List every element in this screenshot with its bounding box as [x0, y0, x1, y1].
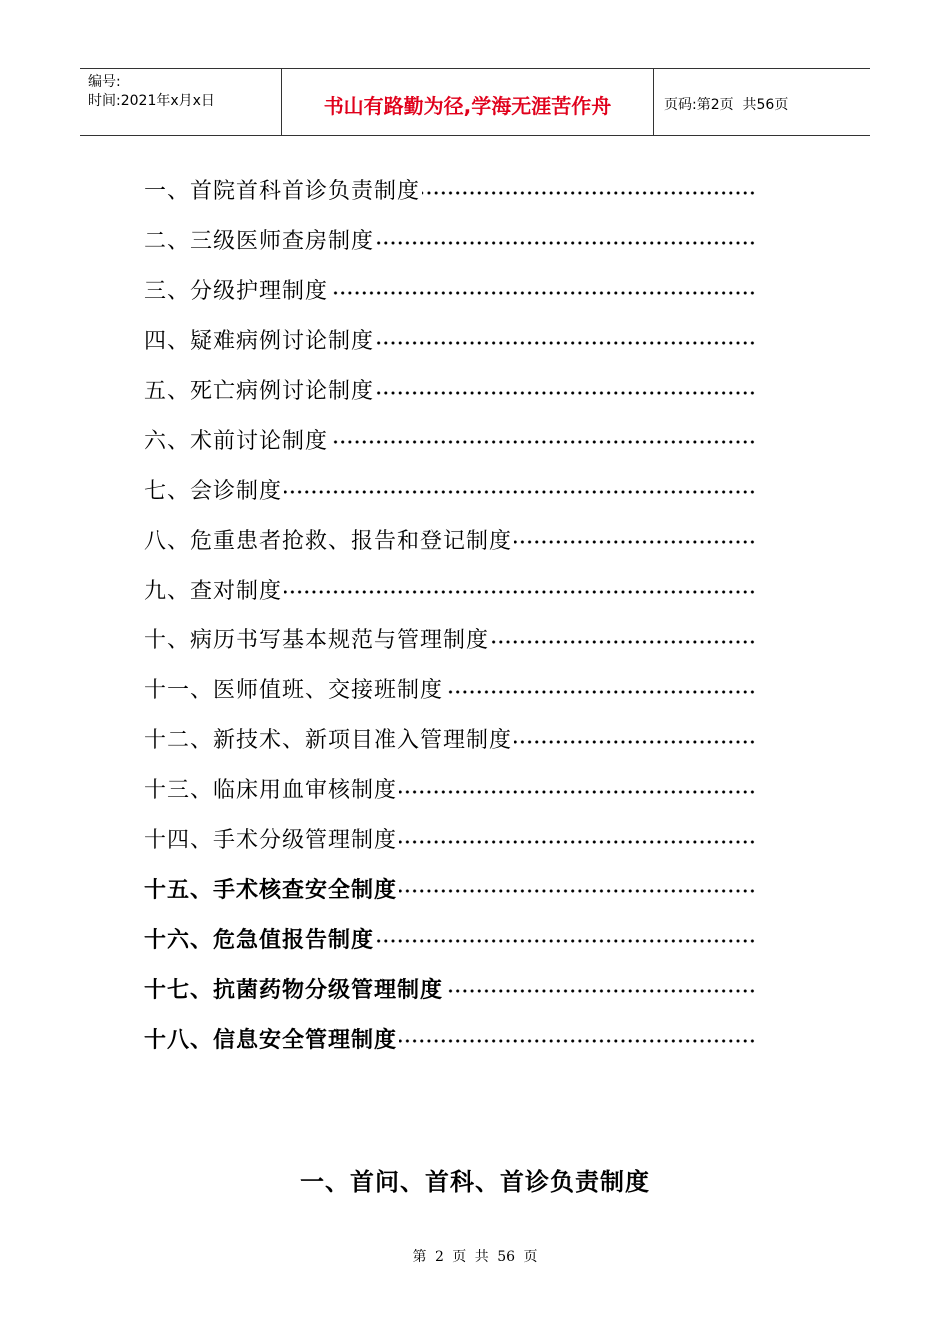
- toc-entry-label: 六、术前讨论制度: [144, 428, 329, 454]
- toc-leader-dots: [330, 291, 756, 295]
- table-of-contents: [144, 165, 756, 1063]
- toc-leader-dots: [514, 540, 756, 544]
- toc-leader-dots: [399, 1039, 756, 1043]
- toc-leader-dots: [284, 490, 756, 494]
- toc-entry-label: 三、分级护理制度: [144, 279, 329, 305]
- toc-entry-label: 十二、新技术、新项目准入管理制度: [144, 728, 513, 754]
- toc-entry-label: 十、病历书写基本规范与管理制度: [144, 628, 490, 654]
- toc-entry-label: 五、死亡病例讨论制度: [144, 379, 375, 404]
- toc-entry-label: 十八、信息安全管理制度: [144, 1026, 398, 1053]
- toc-entry-label: 四、疑难病例讨论制度: [144, 329, 375, 355]
- page-footer: 第 2 页 共 56 页: [412, 1249, 538, 1265]
- toc-entry-label: 十七、抗菌药物分级管理制度: [144, 976, 444, 1003]
- toc-entry[interactable]: [144, 514, 756, 564]
- toc-entry-label: 十四、手术分级管理制度: [144, 828, 398, 854]
- header-page-info-text: 页码:第2页 共56页: [664, 97, 789, 113]
- toc-entry[interactable]: [144, 764, 756, 814]
- toc-leader-dots: [376, 939, 756, 943]
- page-header: [80, 68, 870, 136]
- header-motto: 书山有路勤为径,学海无涯苦作舟: [282, 69, 654, 135]
- toc-entry-label: 二、三级医师查房制度: [144, 229, 375, 255]
- toc-entry[interactable]: [144, 714, 756, 764]
- document-number-label: 编号:: [88, 74, 121, 90]
- toc-entry[interactable]: [144, 814, 756, 864]
- toc-entry[interactable]: [144, 464, 756, 514]
- toc-entry[interactable]: [144, 564, 756, 614]
- toc-entry[interactable]: [144, 863, 756, 913]
- toc-entry[interactable]: [144, 913, 756, 963]
- toc-leader-dots: [284, 590, 756, 594]
- toc-leader-dots: [445, 690, 756, 694]
- toc-leader-dots: [445, 989, 756, 993]
- toc-entry[interactable]: [144, 315, 756, 365]
- toc-entry[interactable]: [144, 414, 756, 464]
- toc-leader-dots: [422, 191, 756, 195]
- section-title: 一、首问、首科、首诊负责制度: [300, 1168, 650, 1196]
- toc-entry[interactable]: [144, 1013, 756, 1063]
- toc-leader-dots: [399, 889, 756, 893]
- toc-entry-label: 十五、手术核查安全制度: [144, 876, 398, 903]
- toc-entry-label: 十一、医师值班、交接班制度: [144, 678, 444, 704]
- toc-entry-label: 十六、危急值报告制度: [144, 926, 375, 953]
- header-page-info: [654, 69, 870, 135]
- header-meta: [80, 69, 282, 135]
- toc-leader-dots: [376, 241, 756, 245]
- toc-entry[interactable]: [144, 365, 756, 415]
- toc-entry-label: 七、会诊制度: [144, 478, 283, 504]
- toc-leader-dots: [376, 391, 756, 395]
- toc-entry-label: 九、查对制度: [144, 578, 283, 604]
- toc-entry[interactable]: [144, 664, 756, 714]
- toc-entry[interactable]: [144, 614, 756, 664]
- toc-leader-dots: [491, 640, 756, 644]
- toc-leader-dots: [330, 440, 756, 444]
- toc-entry[interactable]: [144, 165, 756, 215]
- toc-entry-label: 一、首院首科首诊负责制度: [144, 179, 421, 205]
- toc-leader-dots: [376, 341, 756, 345]
- toc-entry[interactable]: [144, 265, 756, 315]
- toc-entry-label: 八、危重患者抢救、报告和登记制度: [144, 528, 513, 554]
- toc-entry[interactable]: [144, 215, 756, 265]
- document-time-label: 时间:2021年x月x日: [88, 93, 215, 109]
- toc-leader-dots: [399, 840, 756, 844]
- toc-entry[interactable]: [144, 963, 756, 1013]
- toc-leader-dots: [514, 740, 756, 744]
- toc-entry-label: 十三、临床用血审核制度: [144, 778, 398, 804]
- toc-leader-dots: [399, 790, 756, 794]
